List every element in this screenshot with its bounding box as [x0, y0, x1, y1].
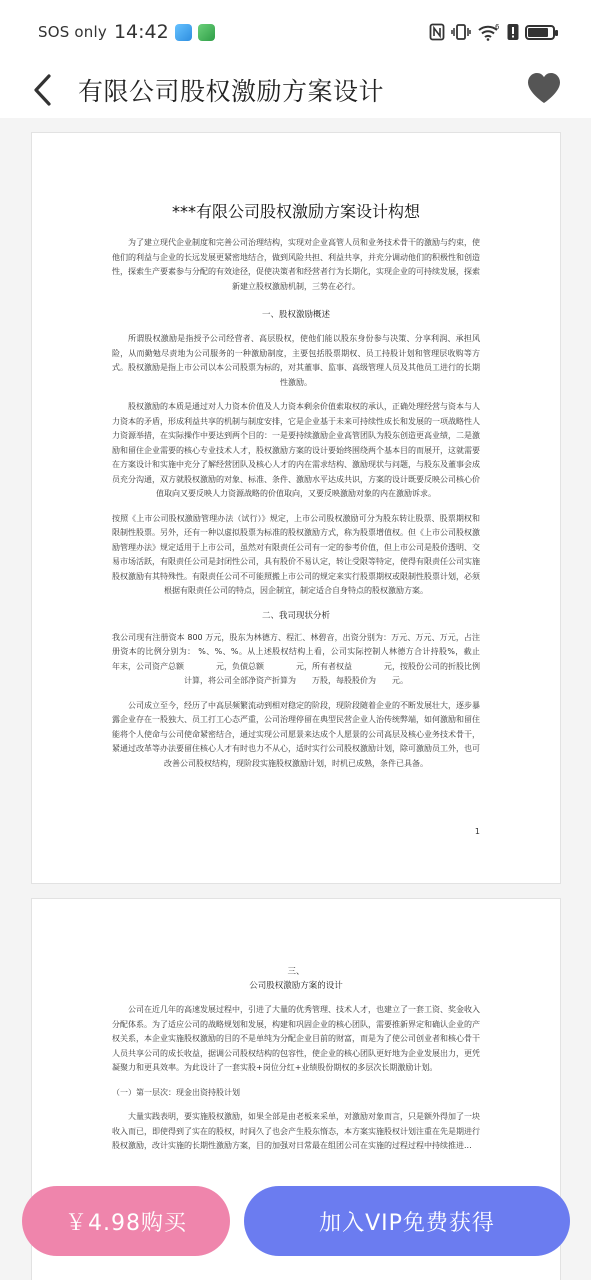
subsection-1-heading: （一）第一层次：现金出资持股计划 — [112, 1087, 240, 1097]
paragraph-5: 公司成立至今，经历了中高层频繁流动到相对稳定的阶段，现阶段随着企业的不断发展壮大，逐步暴露企业存在一股独大、员工打工心态严重，公司治理停留在典型民营企业人治传统弊端，如何激励和留住能将个人使命与公司使命紧密结合，通过实现公司愿景来达成个人愿景的公司高层及核心业务技术骨干，紧通过改革等办法要留住核心人才有时也力不从心，适时实行公司股权激励计划，除可激励员工外，也可改善公司股权结构，现阶段实施股权激励计划，时机已成熟，条件已具备。 — [112, 700, 480, 768]
weather-app-icon — [175, 24, 192, 41]
chevron-left-icon — [31, 73, 53, 107]
document-title: ***有限公司股权激励方案设计构想 — [171, 202, 420, 221]
paragraph-3: 按照《上市公司股权激励管理办法（试行）》规定，上市公司股权激励可分为股东转让股票、股票期权和限制性股票。另外，还有一种以虚拟股票为标准的股权激励方式，称为股票增值权。但《上市公司股权激励管理办法》规定适用于上市公司，虽然对有限责任公司有一定的参考价值，但上市公司是股价透明、交易市场活跃，有限责任公司是封闭性公司，具有股价不易认定，转让受限等特定，使得有限责任公司实施股权激励有其特殊性。有限责任公司不可能照搬上市公司的规定来实行股票期权或限制性股票计划，必须根据有限责任公司的特点，因企制宜，制定适合自身特点的股权激励方案。 — [112, 513, 480, 595]
section-2-heading: 二、我司现状分析 — [261, 610, 330, 621]
section-3-heading: 三、 — [287, 967, 305, 977]
buy-button[interactable]: ￥4.98购买 — [22, 1186, 230, 1256]
paragraph-4: 我公司现有注册资本 800 万元，股东为林德方、程汇、林碧音，出资分别为：万元、万元、万元，占注册资本的比例分别为： %、%、%。从上述股权结构上看，公司实际控制人林德方合计持股%，截止 年末，公司资产总额 元，负债总额 元，所有者权益 元，按股份公司的折股比例计算，将公司全部净资产折算为 万股，每股股价为 元。 — [112, 632, 496, 685]
page-1-body — [112, 199, 496, 771]
carrier-text: SOS only — [38, 23, 107, 41]
nfc-icon — [429, 23, 445, 41]
heart-icon — [526, 71, 562, 105]
document-viewer[interactable] — [0, 118, 591, 1280]
document-page-1 — [31, 132, 561, 884]
battery-fill — [528, 28, 548, 37]
section-1-heading: 一、股权激励概述 — [261, 310, 330, 320]
page-2-body — [112, 965, 480, 1154]
paragraph-1: 所谓股权激励是指授予公司经营者、高层股权，使他们能以股东身份参与决策、分享利润、承担风险，从而勤勉尽责地为公司服务的一种激励制度，主要包括股票期权、员工持股计划和管理层收购等方式。股权激励是指上市公司以本公司股票为标的，对其董事、监事、高级管理人员及其他员工进行的长期性激励。 — [112, 334, 480, 387]
status-right — [429, 23, 555, 41]
wifi-icon — [477, 23, 501, 41]
paragraph-2: 股权激励的本质是通过对人力资本价值及人力资本剩余价值索取权的承认，正确处理经营与资本与人力资本的矛盾，形成利益共享的机制与制度安排，它是企业基于未来可持续性成长和发展的一项战略性人力资源举措，在实际操作中要达到两个目的：一是要持续激励企业高管团队为股东创造更高业绩，二是激励和留住企业需要的核心专业技术人才，股权激励方案的设计要始终围绕两个基本目的而展开，这就需要在方案设计和实施中充分了解经营团队及核心人才的内在需求结构、激励现状与问题，与股东及董事会成员充分沟通，双方就股权激励的对象、标准、条件、激励水平达成共识，方案的设计既要反映公司核心价值取向又要反映人力资源战略的价值取向，又要反映激励对象的内在激励诉求。 — [112, 402, 480, 498]
vibrate-icon — [451, 23, 471, 41]
status-bar — [0, 0, 591, 64]
person-app-icon — [198, 24, 215, 41]
status-left — [38, 21, 215, 43]
intro-paragraph: 为了建立现代企业制度和完善公司治理结构，实现对企业高管人员和业务技术骨干的激励与约束，使他们的利益与企业的长远发展更紧密地结合，做到风险共担、利益共享，并充分调动他们的积极性和创造性，探索生产要素参与分配的有效途径，促使决策者和经营者行为长期化，实现企业的可持续发展，探索新建立股权激励机制，三势在必行。 — [112, 238, 480, 291]
wifi-badge: 6 — [495, 23, 500, 31]
section-3-title: 公司股权激励方案的设计 — [249, 981, 343, 991]
battery-icon — [525, 25, 555, 40]
alert-icon — [507, 23, 519, 41]
favorite-button[interactable] — [524, 68, 564, 108]
page-2-paragraph-1: 公司在近几年的高速发展过程中，引进了大量的优秀管理、技术人才，也建立了一套工资、奖金收入分配体系。为了适应公司的战略规划和发展，构建和巩固企业的核心团队，需要推新界定和确认企业的产权关系，本企业实施股权激励的目的不是单纯为分配企业目前的财富，而是为了使公司创业者和核心骨干人员共享公司的成长收益，据调公司股权结构的包容性，使企业的核心团队更好地为企业发展出力，更凭凝聚力和更具效率。为此设计了一套实股+岗位分红+业绩股份期权的多层次长期激励计划。 — [112, 1005, 480, 1072]
page-title: 有限公司股权激励方案设计 — [78, 77, 385, 106]
clock: 14:42 — [113, 21, 169, 43]
app-header — [0, 64, 591, 118]
page-number: 1 — [474, 827, 480, 836]
vip-button[interactable]: 加入VIP免费获得 — [244, 1186, 570, 1256]
page-2-paragraph-2: 大量实践表明，要实施股权激励，如果全部是由老板来采单，对激励对象而言，只是额外得加了一块收入而已，即使得到了实在的股权，时间久了也会产生股东惰态，本方案实施股权计划注重在先是期进行股权激励，改计实施的长期性激励方案，目的加强对日常最在组团公司在实施的过程过程中持续推进... — [112, 1112, 480, 1150]
back-button[interactable] — [26, 70, 58, 110]
